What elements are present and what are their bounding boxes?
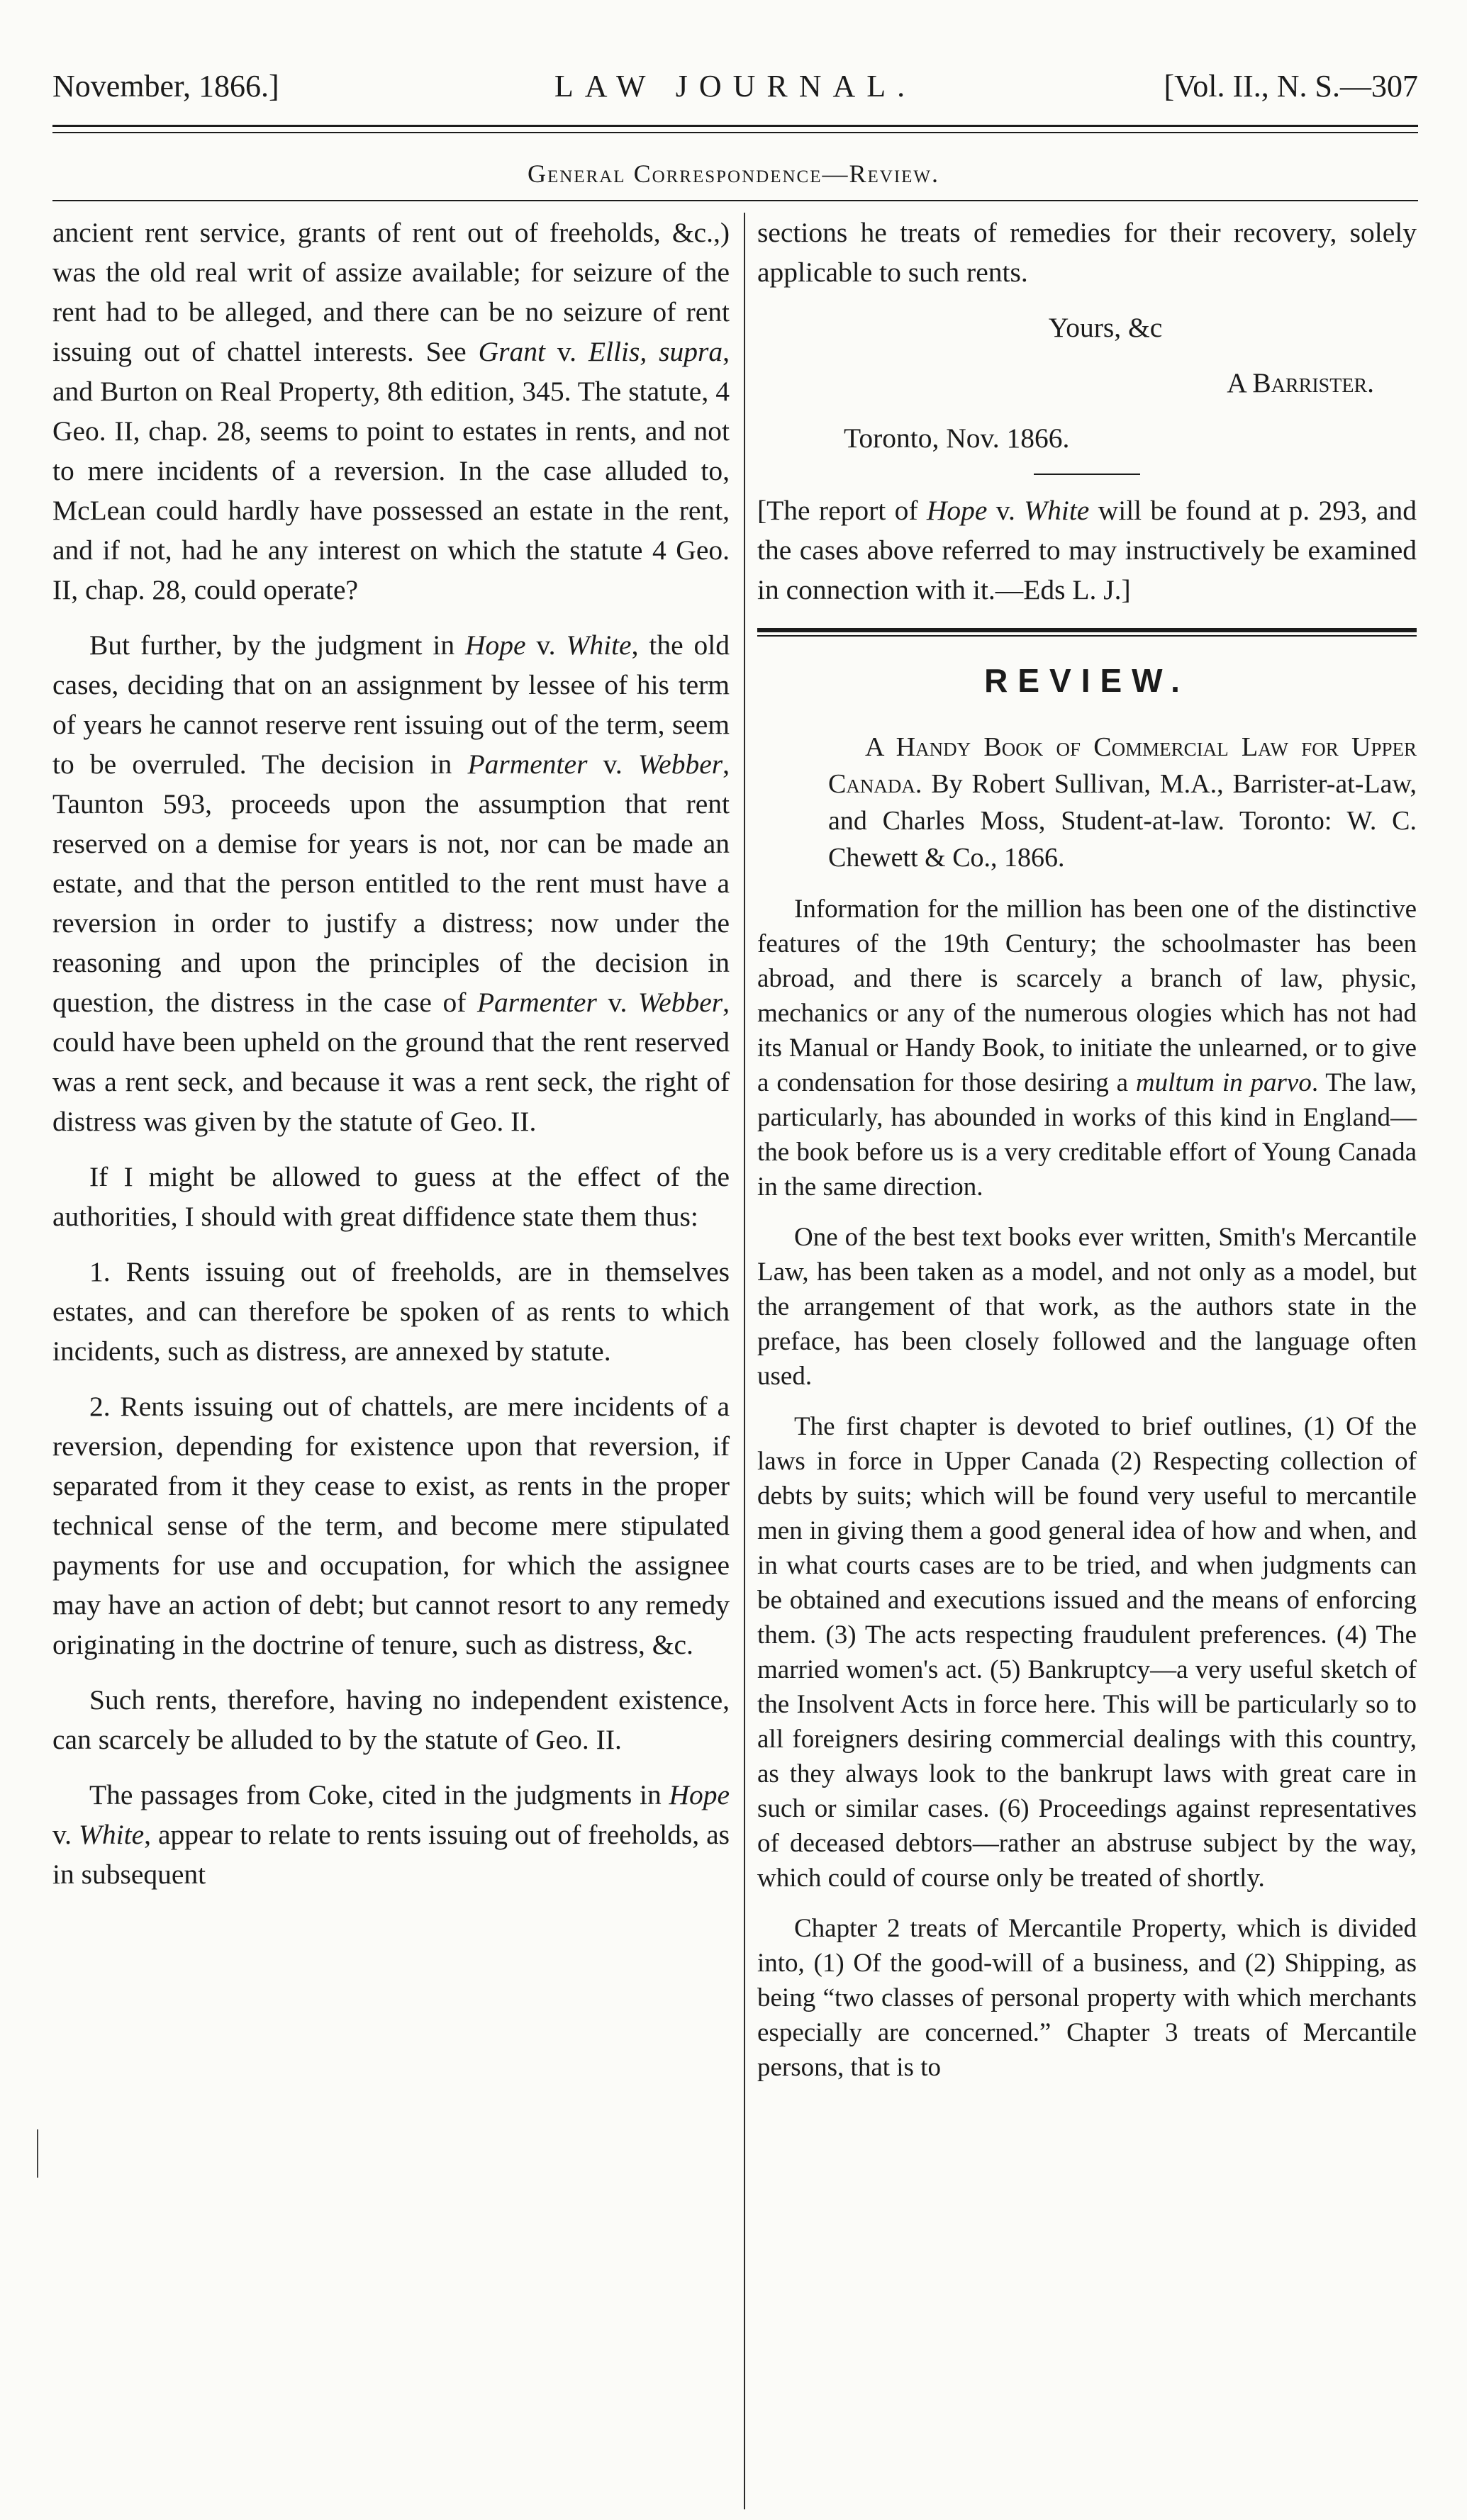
header-journal-title: LAW JOURNAL. <box>554 69 917 103</box>
signature-place-date: Toronto, Nov. 1866. <box>844 422 1070 454</box>
numbered-paragraph: 2. Rents issuing out of chattels, are mere incidents of a reversion, depending for existence upon that reversion, if separated from it they cease to exist, as rents in the proper technical sense of the term, and become mere stipulated payments for use and occupation, for which the assignee may have an action of debt; but cannot resort to any remedy originating in the doctrine of tenure, such as distress, &c. <box>52 1391 730 1660</box>
review-paragraph: Information for the million has been one of the distinctive features of the 19th Century; the schoolmaster has been abroad, and there is scarcely a branch of law, physic, mechanics or any of the numerous ologies which has not had its Manual or Handy Book, to initiate the unlearned, or to give a condensation for those desiring a multum in parvo. The law, particularly, has abounded in works of this kind in England—the book before us is a very creditable effort of Young Canada in the same direction. <box>757 895 1417 1202</box>
subheader-rule <box>52 200 1418 201</box>
header-rule-top <box>52 125 1418 127</box>
review-paragraph: One of the best text books ever written, Smith's Mercantile Law, has been taken as a model, and not only as a model, but the arrangement of that work, as the authors state in the preface, has been closely followed and the language often used. <box>757 1223 1417 1391</box>
margin-mark <box>37 2129 38 2178</box>
paragraph: The passages from Coke, cited in the judgments in Hope v. White, appear to relate to rents issuing out of freeholds, as in subsequent <box>52 1779 730 1890</box>
paragraph: If I might be allowed to guess at the effect of the authorities, I should with great diffidence state them thus: <box>52 1161 730 1232</box>
paragraph: ancient rent service, grants of rent out of freeholds, &c.,) was the old real writ of assize available; for seizure of the rent had to be alleged, and there can be no seizure of rent issuing out of chattel interests. See Grant v. Ellis, supra, and Burton on Real Property, 8th edition, 345. The statute, 4 Geo. II, chap. 28, seems to point to estates in rents, and not to mere incidents of a reversion. In the case alluded to, McLean could hardly have possessed an estate in the rent, and if not, had he any interest on which the statute 4 Geo. II, chap. 28, could operate? <box>52 217 730 605</box>
paragraph: sections he treats of remedies for their recovery, solely applicable to such rents. <box>757 217 1417 288</box>
short-rule <box>1034 474 1140 475</box>
signature-closing: Yours, &c <box>1048 312 1163 343</box>
header-volume-page: [Vol. II., N. S.—307 <box>1164 69 1418 103</box>
editorial-note: [The report of Hope v. White will be found at p. 293, and the cases above referred to may instructively be examined in connection with it.—Eds L. J.] <box>757 495 1417 605</box>
header-date: November, 1866.] <box>52 69 279 103</box>
section-subheader: General Correspondence—Review. <box>527 159 940 188</box>
paragraph: Such rents, therefore, having no independent existence, can scarcely be alluded to by the statute of Geo. II. <box>52 1684 730 1755</box>
header-rule-bottom <box>52 132 1418 133</box>
right-column <box>757 213 1417 2100</box>
review-paragraph: The first chapter is devoted to brief outlines, (1) Of the laws in force in Upper Canada (2) Respecting collection of debts by suits; which will be found very useful to mercantile men in giving them a good general idea of how and when, and in what courts cases are to be tried, and when judgments can be obtained and executions issued and the means of enforcing them. (3) The acts respecting fraudulent preferences. (4) The married women's act. (5) Bankruptcy—a very useful sketch of the Insolvent Acts in force here. This will be particularly so to all foreigners desiring commercial dealings with this country, as they always look to the bankrupt laws with great care in such or similar cases. (6) Proceedings against representatives of deceased debtors—rather an abstruse subject by the way, which could of course only be treated of shortly. <box>757 1412 1417 1893</box>
review-paragraph: Chapter 2 treats of Mercantile Property, which is divided into, (1) Of the good-will of a business, and (2) Shipping, as being “two classes of personal property with which merchants especially are concerned.” Chapter 3 treats of Mercantile persons, that is to <box>757 1914 1417 2082</box>
column-divider <box>744 213 745 2509</box>
review-heading: REVIEW. <box>984 662 1190 699</box>
running-header <box>52 65 1418 115</box>
paragraph: But further, by the judgment in Hope v. White, the old cases, deciding that on an assignment by lessee of his term of years he cannot reserve rent issuing out of the term, seem to be overruled. The decision in Parmenter v. Webber, Taunton 593, proceeds upon the assumption that rent reserved on a demise for years is not, nor can be made an estate, and that the person entitled to the rent must have a reversion in order to justify a distress; now under the reasoning and upon the principles of the decision in question, the distress in the case of Parmenter v. Webber, could have been upheld on the ground that the rent reserved was a rent seck, and because it was a rent seck, the right of distress was given by the statute of Geo. II. <box>52 629 730 1137</box>
book-citation: A Handy Book of Commercial Law for Upper Canada. By Robert Sullivan, M.A., Barrister-at-Law, and Charles Moss, Student-at-law. Toronto: W. C. Chewett & Co., 1866. <box>828 732 1417 873</box>
section-rule-thick <box>757 628 1417 632</box>
left-column <box>52 213 730 1910</box>
signature-name: A Barrister. <box>1227 367 1374 398</box>
numbered-paragraph: 1. Rents issuing out of freeholds, are in themselves estates, and can therefore be spoken of as rents to which incidents, such as distress, are annexed by statute. <box>52 1256 730 1367</box>
book-title: A Handy Book of Commercial Law for Upper Canada. <box>828 732 1417 799</box>
section-rule-thin <box>757 635 1417 637</box>
